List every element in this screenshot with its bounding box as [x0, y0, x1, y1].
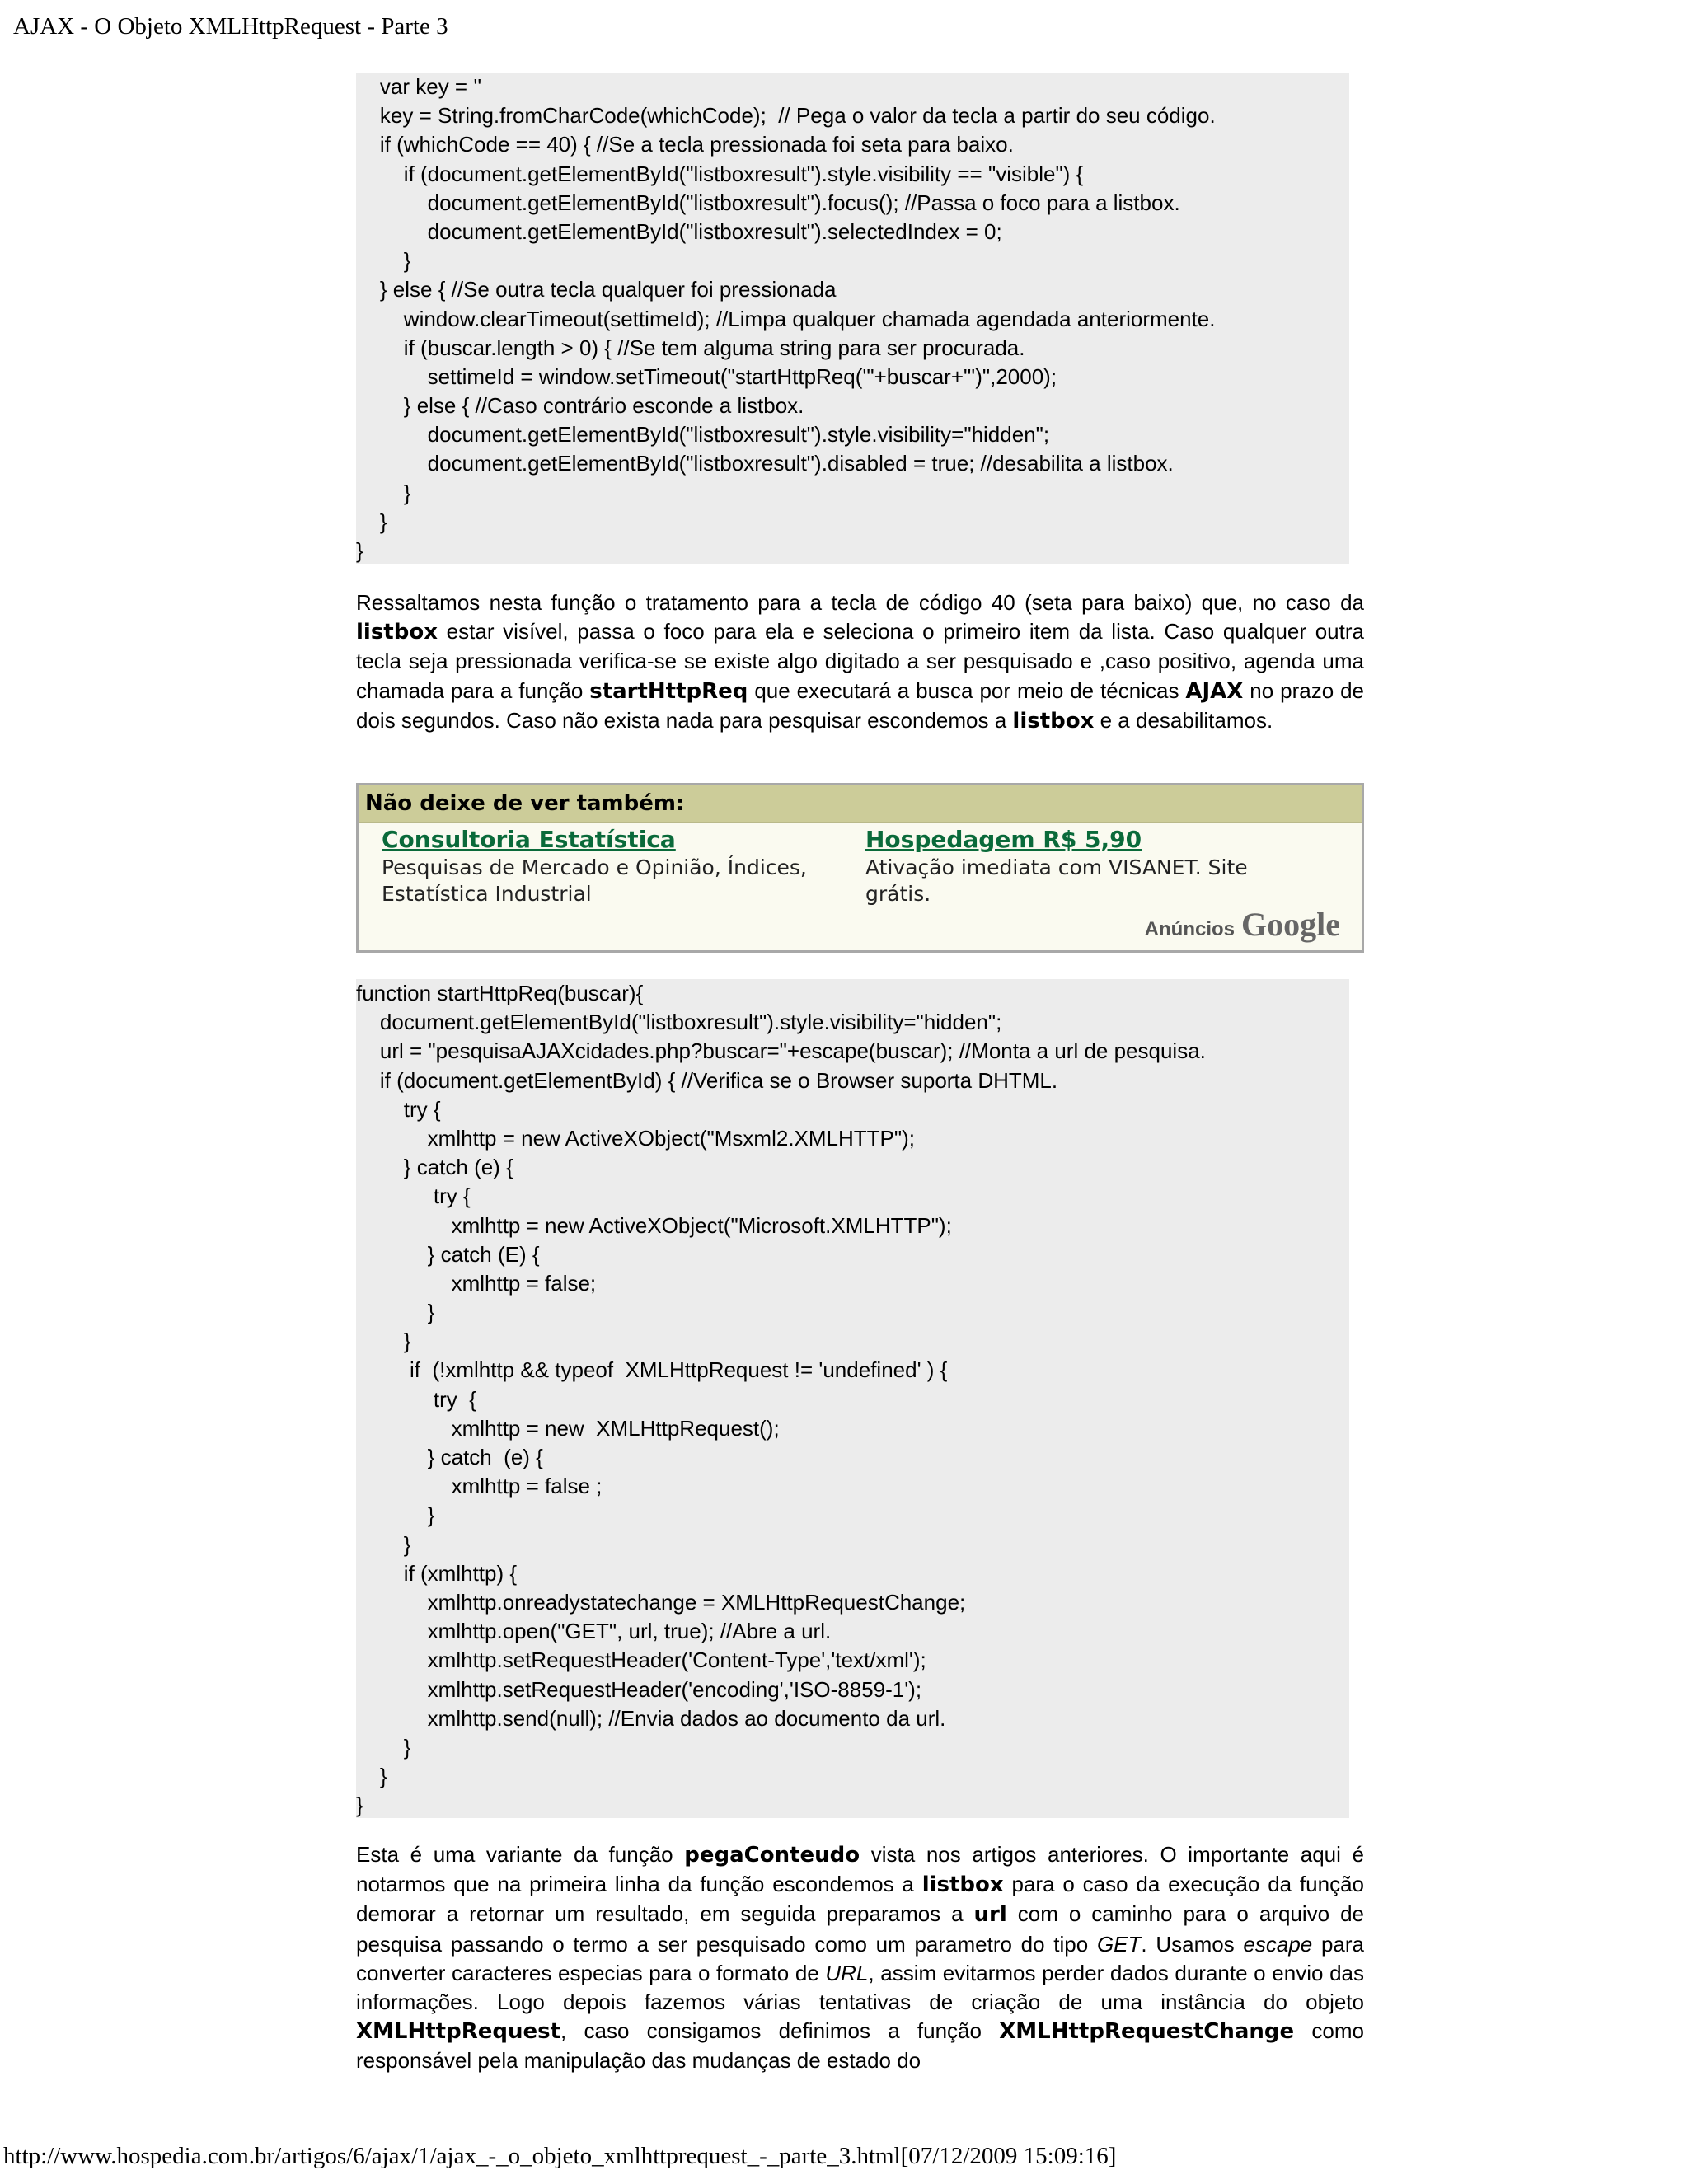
text-run: que executará a busca por meio de técnicas	[748, 677, 1186, 703]
code-line: try {	[356, 1386, 476, 1412]
page-header: AJAX - O Objeto XMLHttpRequest - Parte 3	[13, 13, 448, 40]
code-line: } else { //Caso contrário esconde a listbox.	[356, 393, 804, 419]
code-line: if (!xmlhttp && typeof XMLHttpRequest != 'undefined' ) {	[356, 1357, 948, 1383]
code-line: document.getElementById("listboxresult").selectedIndex = 0;	[356, 218, 1002, 244]
ads-by-label: Anúncios	[1144, 918, 1236, 940]
code-line: }	[356, 538, 363, 563]
code-line: }	[356, 480, 411, 505]
code-line: if (xmlhttp) {	[356, 1560, 518, 1586]
ad-item	[865, 825, 1311, 907]
bold-term: url	[973, 1902, 1007, 1928]
ad-item	[382, 825, 827, 907]
text-run: Esta é uma variante da função	[356, 1842, 685, 1867]
code-line: }	[356, 1300, 435, 1325]
code-line: }	[356, 1329, 411, 1354]
bold-term: AJAX	[1185, 678, 1244, 704]
code-line: xmlhttp = new XMLHttpRequest();	[356, 1415, 780, 1441]
code-line: function startHttpReq(buscar){	[356, 981, 644, 1005]
code-line: settimeId = window.setTimeout("startHttpReq('"+buscar+"')",2000);	[356, 363, 1057, 389]
text-run: , caso consigamos definimos a função	[560, 2018, 1000, 2044]
ad-link-hospedagem[interactable]: Hospedagem R$ 5,90	[865, 826, 1142, 853]
code-line: document.getElementById("listboxresult").focus(); //Passa o foco para a listbox.	[356, 190, 1180, 215]
code-line: }	[356, 1734, 411, 1760]
code-line: }	[356, 509, 387, 534]
code-line: url = "pesquisaAJAXcidades.php?buscar="+escape(buscar); //Monta a url de pesquisa.	[356, 1038, 1206, 1064]
code-line: window.clearTimeout(settimeId); //Limpa qualquer chamada agendada anteriormente.	[356, 306, 1216, 331]
code-line: xmlhttp.send(null); //Envia dados ao documento da url.	[356, 1705, 946, 1731]
text-run: como responsável pela manipulação das mudanças de estado do	[356, 2018, 1364, 2074]
code-line: document.getElementById("listboxresult").disabled = true; //desabilita a listbox.	[356, 451, 1174, 476]
bold-term: listbox	[1012, 708, 1095, 733]
code-line: xmlhttp.setRequestHeader('Content-Type','text/xml');	[356, 1647, 926, 1673]
code-line: if (buscar.length > 0) { //Se tem alguma string para ser procurada.	[356, 335, 1025, 360]
paragraph-starthttpreq-explanation	[356, 1840, 1364, 2130]
bold-term: pegaConteudo	[684, 1843, 860, 1868]
text-run: estar visível, passa o foco para ela e seleciona o primeiro item da lista. Caso qualquer outra tecla seja pressionada verifica-se se existe algo digitado a ser pesquisado e ,caso positivo, agenda uma chamada para a função	[356, 619, 1364, 703]
code-line: } else { //Se outra tecla qualquer foi pressionada	[356, 277, 837, 302]
bold-term: startHttpReq	[589, 678, 748, 704]
paragraph-keyup-explanation	[356, 588, 1364, 736]
code-line: if (document.getElementById) { //Verifica se o Browser suporta DHTML.	[356, 1067, 1058, 1093]
bold-term: XMLHttpRequest	[356, 2019, 561, 2045]
ad-header: Não deixe de ver também:	[359, 785, 1362, 823]
code-line: document.getElementById("listboxresult").style.visibility="hidden";	[356, 422, 1050, 448]
text-run: com o caminho para o arquivo de pesquisa passando o termo a ser pesquisado como um parametro do tipo	[356, 1901, 1364, 1957]
code-block-starthttpreq	[356, 979, 1349, 1818]
code-line: var key = ''	[356, 74, 482, 99]
code-line: }	[356, 1502, 435, 1528]
ad-description: Ativação imediata com VISANET. Site grátis.	[865, 855, 1248, 906]
code-line: xmlhttp = false ;	[356, 1474, 603, 1499]
text-run: e a desabilitamos.	[1094, 707, 1273, 733]
text-run: vista nos artigos anteriores. O importante aqui é notarmos que na primeira linha da função escondemos a	[356, 1842, 1364, 1897]
code-line: }	[356, 248, 411, 274]
italic-term: escape	[1243, 1931, 1313, 1957]
page-footer-url: http://www.hospedia.com.br/artigos/6/ajax/1/ajax_-_o_objeto_xmlhttprequest_-_parte_3.html[07/12/2009 15:09:16]	[3, 2143, 1117, 2169]
text-run: para converter caracteres especias para o formato de	[356, 1931, 1364, 1985]
text-run: Ressaltamos nesta função o tratamento para a tecla de código 40 (seta para baixo) que, no caso da	[356, 590, 1364, 615]
code-line: xmlhttp.onreadystatechange = XMLHttpRequestChange;	[356, 1589, 966, 1615]
code-line: xmlhttp = false;	[356, 1270, 597, 1296]
code-line: } catch (e) {	[356, 1445, 543, 1469]
code-line: }	[356, 1764, 387, 1789]
code-block-keyup	[356, 73, 1349, 564]
code-line: } catch (E) {	[356, 1241, 540, 1267]
code-line: }	[356, 1793, 363, 1818]
code-line: xmlhttp = new ActiveXObject("Microsoft.XMLHTTP");	[356, 1212, 952, 1238]
code-line: xmlhttp.open("GET", url, true); //Abre a url.	[356, 1619, 832, 1644]
text-run: , assim evitarmos perder dados durante o envio das informações. Logo depois fazemos várias tentativas de criação de uma instância do objeto	[356, 1960, 1364, 2015]
code-line: if (document.getElementById("listboxresult").style.visibility == "visible") {	[356, 161, 1084, 186]
text-run: no prazo de dois segundos. Caso não exista nada para pesquisar escondemos a	[356, 677, 1364, 733]
code-line: xmlhttp.setRequestHeader('encoding','ISO-8859-1');	[356, 1676, 922, 1702]
ad-box	[356, 783, 1364, 953]
ad-link-consultoria[interactable]: Consultoria Estatística	[382, 826, 676, 853]
ads-by-google[interactable]	[1145, 905, 1340, 944]
google-logo: Google	[1241, 906, 1340, 943]
bold-term: listbox	[921, 1872, 1004, 1898]
bold-term: XMLHttpRequestChange	[999, 2019, 1295, 2045]
code-line: key = String.fromCharCode(whichCode); // Pega o valor da tecla a partir do seu código.	[356, 103, 1216, 129]
code-line: try {	[356, 1096, 441, 1122]
code-line: } catch (e) {	[356, 1155, 513, 1180]
text-run: para o caso da execução da função demorar a retornar um resultado, em seguida preparamos a	[356, 1872, 1364, 1927]
bold-term: listbox	[356, 620, 438, 645]
code-line: if (whichCode == 40) { //Se a tecla pressionada foi seta para baixo.	[356, 132, 1014, 157]
code-line: }	[356, 1531, 411, 1557]
italic-term: GET	[1096, 1931, 1142, 1957]
ad-description: Pesquisas de Mercado e Opinião, Índices, Estatística Industrial	[382, 855, 807, 906]
code-line: try {	[356, 1183, 471, 1209]
code-line: document.getElementById("listboxresult").style.visibility="hidden";	[356, 1010, 1002, 1035]
code-line: xmlhttp = new ActiveXObject("Msxml2.XMLHTTP");	[356, 1125, 916, 1151]
text-run: . Usamos	[1141, 1931, 1244, 1957]
italic-term: URL	[825, 1960, 869, 1985]
